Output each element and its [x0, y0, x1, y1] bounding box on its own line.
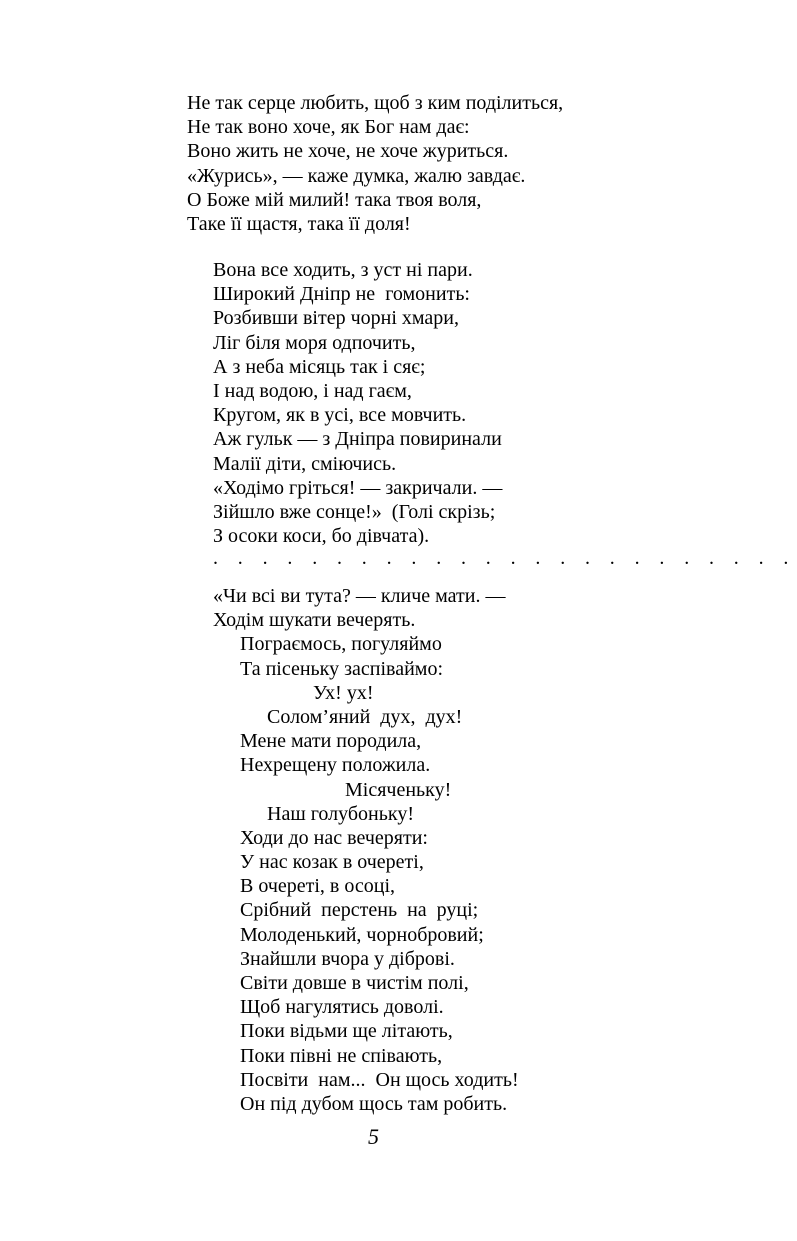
poem-line: У нас козак в очереті, [240, 851, 424, 874]
poem-line: Знайшли вчора у діброві. [240, 947, 455, 970]
poem-line: А з неба місяць так і сяє; [213, 355, 426, 378]
poem-line: Не так серце любить, щоб з ким поділиться, [187, 92, 564, 114]
poem-line: Поки відьми ще літають, [240, 1020, 453, 1043]
poem-line: Вона все ходить, з уст ні пари. [213, 259, 473, 281]
poem-line: О Боже мій милий! така твоя воля, [187, 188, 482, 211]
poem-line: Щоб нагулятись доволі. [240, 996, 444, 1019]
poem-line: Кругом, як в усі, все мовчить. [213, 404, 467, 427]
section-separator: . . . . . . . . . . . . . . . . . . . . . . . . [213, 547, 796, 569]
poem-line: Розбивши вітер чорні хмари, [213, 307, 459, 330]
poem-line: Ліг біля моря одпочить, [213, 331, 416, 354]
poem-line: Солом’яний дух, дух! [267, 705, 463, 728]
poem-line: Малії діти, сміючись. [213, 452, 397, 475]
poem-line: «Чи всі ви тута? — кличе мати. — [213, 585, 506, 607]
poem-line: З осоки коси, бо дівчата). [213, 525, 430, 548]
poem-line: Таке її щастя, така її доля! [187, 212, 411, 235]
poem-line: Он під дубом щось там робить. [240, 1092, 508, 1115]
poem-line: Ух! ух! [313, 681, 374, 704]
poem-line: Нехрещену положила. [240, 754, 431, 777]
poem-line: Аж гульк — з Дніпра повиринали [213, 428, 502, 451]
poem-line: Та пісеньку заспіваймо: [240, 657, 443, 680]
poem-line: Світи довше в чистім полі, [240, 972, 469, 994]
poem-line: Посвіти нам... Он щось ходить! [240, 1068, 519, 1091]
stanza-3 [213, 584, 519, 1116]
poem-line: Мене мати породила, [240, 730, 422, 753]
poem-line: І над водою, і над гаєм, [213, 379, 412, 402]
poem-line: Наш голубоньку! [267, 802, 414, 825]
poem-line: Воно жить не хоче, не хоче журиться. [187, 140, 509, 163]
poem-line: Срібний перстень на руці; [240, 899, 479, 922]
stanza-2 [213, 258, 502, 548]
poem-line: Ходім шукати вечерять. [213, 609, 416, 632]
page-number: 5 [368, 1124, 379, 1149]
poem-line: Ходи до нас вечеряти: [240, 826, 428, 849]
poem-line: Поки півні не співають, [240, 1044, 443, 1067]
poem-line: Не так воно хоче, як Бог нам дає: [187, 116, 470, 139]
poem-line: Молоденький, чорнобровий; [240, 923, 484, 946]
poem-line: В очереті, в осоці, [240, 875, 396, 898]
poem-line: «Журись», — каже думка, жалю завдає. [187, 164, 526, 187]
poem-line: Зійшло вже сонце!» (Голі скрізь; [213, 500, 496, 523]
stanza-1 [187, 91, 563, 236]
poem-line: «Ходімо гріться! — закричали. — [213, 476, 503, 499]
poem-line: Пограємось, погуляймо [240, 633, 442, 656]
poem-line: Місяченьку! [345, 778, 452, 801]
poem-line: Широкий Дніпр не гомонить: [213, 283, 470, 306]
